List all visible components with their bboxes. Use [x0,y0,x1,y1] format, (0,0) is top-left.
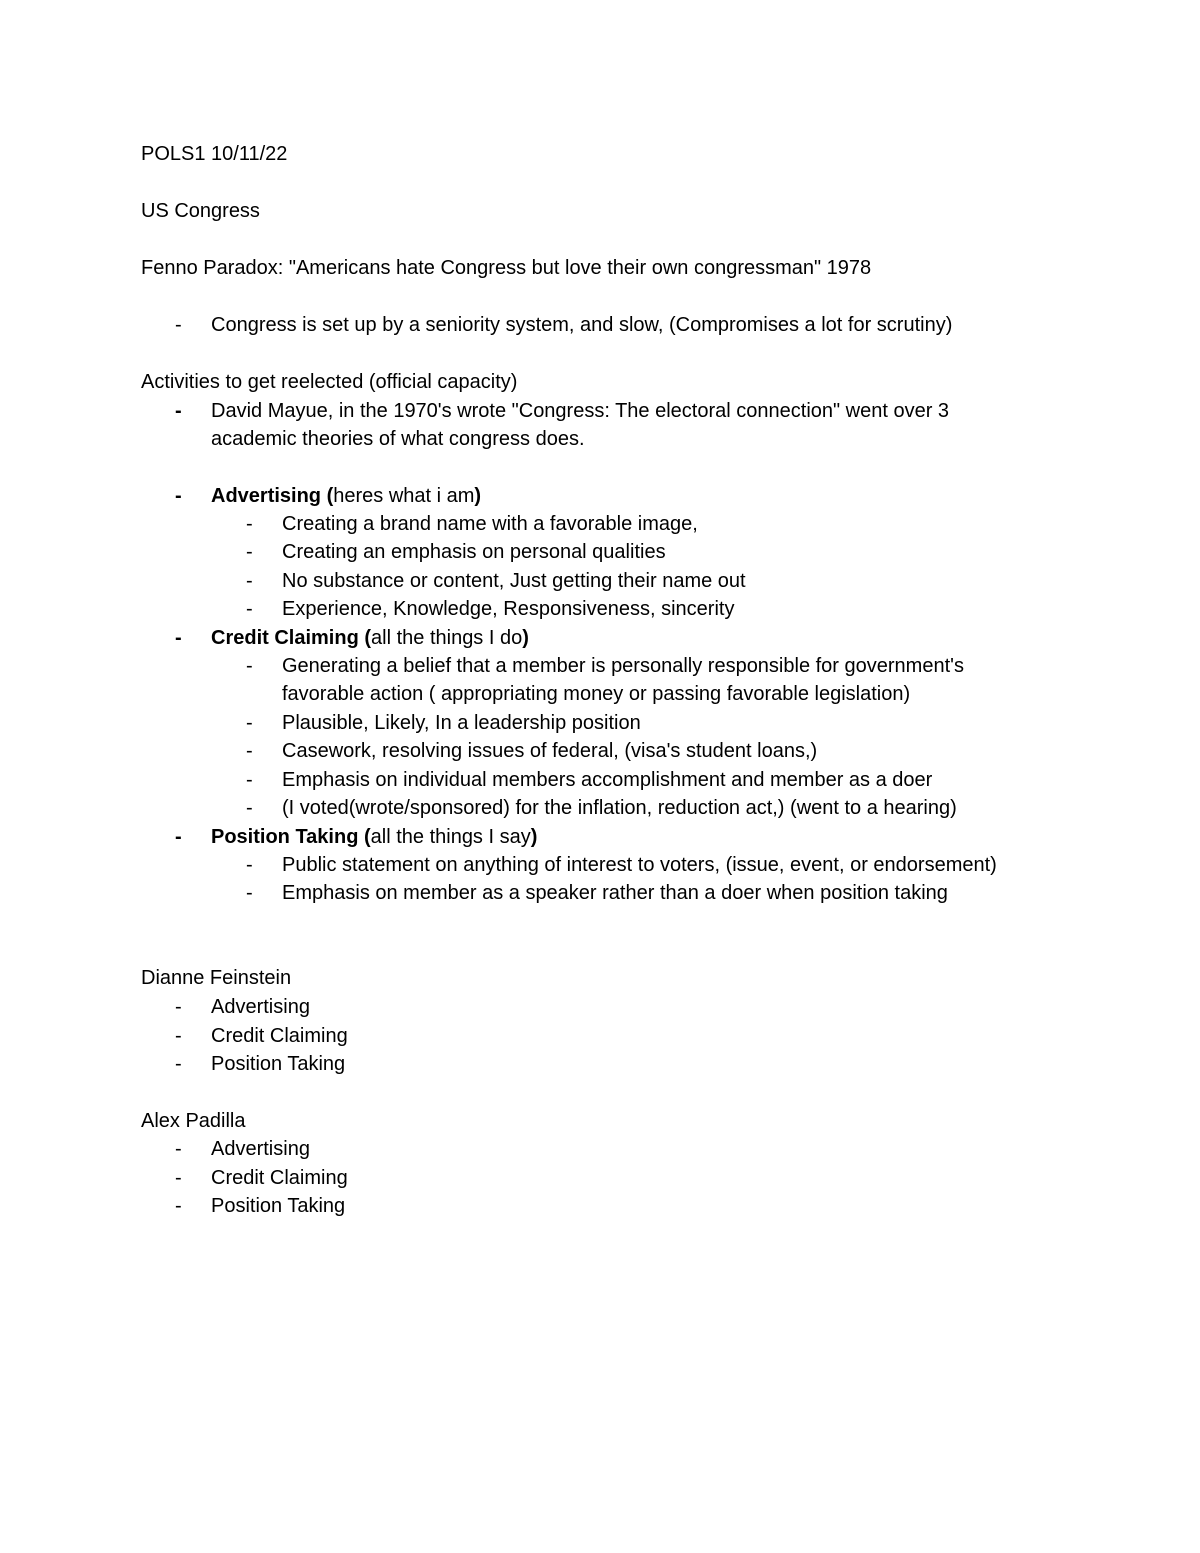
list-item: Emphasis on individual members accomplishment and member as a doer [282,769,933,791]
list-item: Credit Claiming [211,1167,348,1189]
bullet-dash: - [246,598,253,620]
fenno-bullet: Congress is set up by a seniority system, and slow, (Compromises a lot for scrutiny) [211,314,953,336]
bullet-dash: - [246,655,253,677]
list-item: Credit Claiming [211,1025,348,1047]
list-item: Position Taking [211,1195,346,1217]
fenno-paradox: Fenno Paradox: "Americans hate Congress but love their own congressman" 1978 [141,257,872,279]
list-item: (I voted(wrote/sponsored) for the inflation, reduction act,) (went to a hearing) [282,797,957,819]
advertising-paren: heres what i am [333,485,475,507]
list-item: Public statement on anything of interest to voters, (issue, event, or endorsement) [282,854,997,876]
list-item: Advertising [211,1138,310,1160]
bullet-dash: - [175,627,182,649]
mayhew-line-2: academic theories of what congress does. [211,428,585,450]
list-item: Advertising [211,996,310,1018]
credit-paren: all the things I do [371,627,523,649]
list-item: Position Taking [211,1053,346,1075]
activities-heading: Activities to get reelected (official capacity) [141,371,518,393]
bullet-dash: - [246,740,253,762]
senator-name: Dianne Feinstein [141,967,292,989]
bullet-dash: - [175,314,182,336]
bullet-dash: - [175,1138,182,1160]
position-paren: all the things I say [370,826,531,848]
bullet-dash: - [246,854,253,876]
bullet-dash: - [175,1025,182,1047]
credit-close: ) [522,627,529,649]
advertising-close: ) [474,485,482,507]
bullet-dash: - [175,1167,182,1189]
bullet-dash: - [175,400,182,422]
bullet-dash: - [175,996,182,1018]
bullet-dash: - [246,797,253,819]
position-taking-heading [211,825,537,849]
list-item-continuation: favorable action ( appropriating money or passing favorable legislation) [282,683,911,705]
position-label: Position Taking ( [211,826,371,848]
bullet-dash: - [246,769,253,791]
list-item: Creating a brand name with a favorable image, [282,513,698,535]
position-close: ) [530,826,538,848]
list-item: Plausible, Likely, In a leadership position [282,712,641,734]
credit-claiming-heading [211,626,529,650]
senator-name: Alex Padilla [141,1110,246,1132]
bullet-dash: - [175,1053,182,1075]
bullet-dash: - [246,882,253,904]
note-title: POLS1 10/11/22 [141,143,288,165]
bullet-dash: - [246,513,253,535]
credit-label: Credit Claiming ( [211,627,372,649]
list-item: Casework, resolving issues of federal, (visa's student loans,) [282,740,818,762]
bullet-dash: - [175,826,182,848]
list-item: Emphasis on member as a speaker rather than a doer when position taking [282,882,948,904]
list-item: Creating an emphasis on personal qualities [282,541,666,563]
bullet-dash: - [246,570,253,592]
topic-heading: US Congress [141,200,260,222]
bullet-dash: - [175,1195,182,1217]
bullet-dash: - [246,541,253,563]
bullet-dash: - [175,485,182,507]
advertising-label: Advertising ( [211,485,334,507]
list-item: No substance or content, Just getting their name out [282,570,746,592]
list-item: Experience, Knowledge, Responsiveness, sincerity [282,598,735,620]
list-item: Generating a belief that a member is personally responsible for government's [282,655,964,677]
bullet-dash: - [246,712,253,734]
advertising-heading [211,484,481,508]
mayhew-line-1: David Mayue, in the 1970's wrote "Congress: The electoral connection" went over 3 [211,400,950,422]
